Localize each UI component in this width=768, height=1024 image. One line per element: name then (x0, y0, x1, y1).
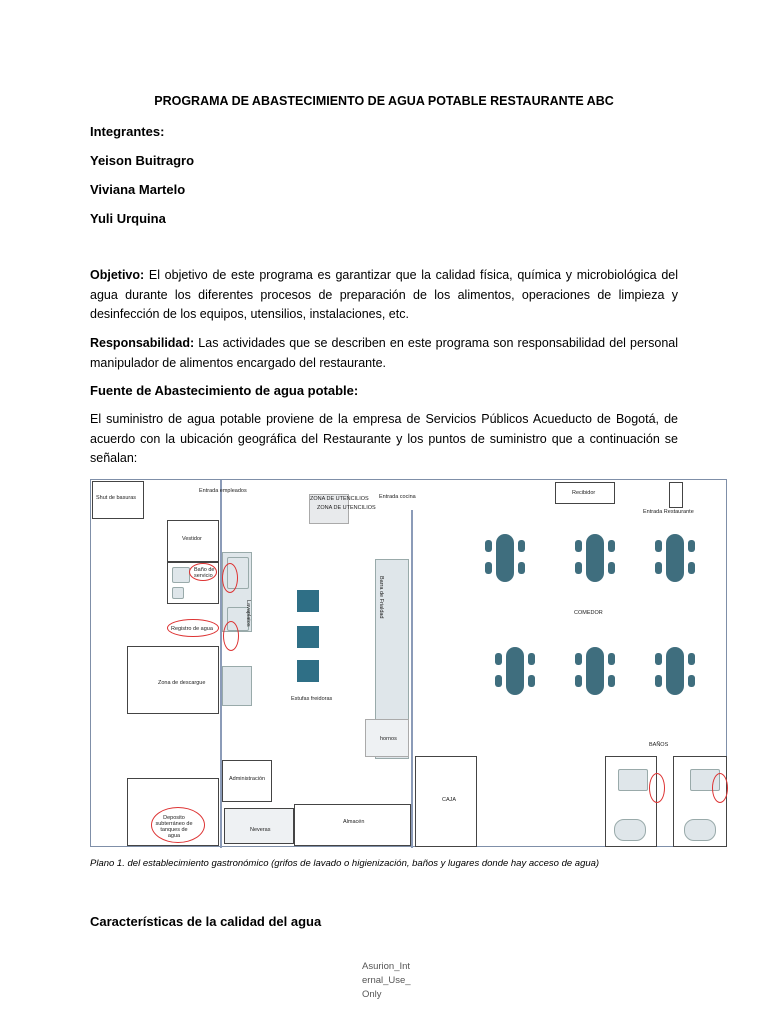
dining-table (565, 528, 625, 588)
estufas-label: Estufas freidoras (291, 696, 333, 702)
chair (495, 653, 502, 665)
objective-paragraph (90, 266, 678, 325)
chair (575, 562, 582, 574)
source-heading: Fuente de Abastecimiento de agua potable: (90, 383, 359, 398)
member-1: Yeison Buitragro (90, 153, 195, 168)
responsibility-label: Responsabilidad: (90, 336, 195, 350)
bano-servicio-label: Baño de servicio (194, 567, 215, 579)
table-top (496, 534, 514, 582)
stove-icon (297, 660, 319, 682)
chair (495, 675, 502, 687)
hornos-label: hornos (380, 736, 397, 742)
zona-utensilios-label-2: ZONA DE UTENCILIOS (317, 505, 376, 511)
objective-text: El objetivo de este programa es garantizar que la calidad física, química y microbiológica del agua durante los diferentes procesos de preparación de los alimentos, operaciones de limpieza y desinfección de los equipos, utensilios, instalaciones, etc. (90, 268, 678, 321)
sink-icon (172, 587, 184, 599)
responsibility-text: Las actividades que se describen en este programa son responsabilidad del personal manipulador de alimentos encargado del restaurante. (90, 336, 678, 370)
dining-table (645, 641, 705, 701)
recibidor-box (555, 482, 615, 504)
chair (608, 653, 615, 665)
water-point-marker (712, 773, 728, 803)
objective-label: Objetivo: (90, 268, 145, 282)
entrada-restaurante-label: Entrada Restaurante (643, 509, 694, 515)
chair (485, 562, 492, 574)
chair (575, 653, 582, 665)
chair (528, 653, 535, 665)
administracion-box (222, 760, 272, 802)
toilet-icon (614, 819, 646, 841)
shut-basuras-label: Shut de basuras (96, 495, 137, 501)
water-point-marker (151, 807, 205, 843)
door-icon (669, 482, 683, 508)
chair (655, 562, 662, 574)
table-top (586, 534, 604, 582)
caja-box (415, 756, 477, 847)
chair (688, 653, 695, 665)
dining-table (645, 528, 705, 588)
registro-agua-label: Registro de agua (171, 626, 213, 632)
responsibility-paragraph (90, 334, 678, 373)
kitchen-wall-right (411, 510, 413, 848)
water-point-marker (649, 773, 665, 803)
chair (575, 540, 582, 552)
quality-heading: Características de la calidad del agua (90, 914, 322, 929)
entrada-empleados-label: Entrada empleados (199, 488, 247, 494)
chair (688, 675, 695, 687)
chair (608, 675, 615, 687)
chair (518, 540, 525, 552)
neveras-label: Neveras (250, 827, 271, 833)
neveras-box (224, 808, 294, 844)
shut-basuras-box (92, 481, 144, 519)
chair (655, 653, 662, 665)
water-point-marker (189, 563, 217, 581)
dining-table (565, 641, 625, 701)
zona-descargue-box (127, 646, 219, 714)
zona-utensilios-label-1: ZONA DE UTENCILIOS (310, 496, 369, 502)
members-label: Integrantes: (90, 124, 165, 139)
vestidor-box (167, 520, 219, 562)
bano-1-box (605, 756, 657, 847)
table-top (506, 647, 524, 695)
chair (655, 675, 662, 687)
zona-descargue-label: Zona de descargue (158, 680, 206, 686)
prep-counter (222, 666, 252, 706)
hornos-box (365, 719, 409, 757)
chair (485, 540, 492, 552)
dining-table (485, 641, 545, 701)
dining-table (475, 528, 535, 588)
administracion-label: Administración (229, 776, 266, 782)
recibidor-label: Recibidor (572, 490, 596, 496)
barra-frialdad-label: Barra de Frialdad (378, 576, 384, 619)
entrada-cocina-label: Entrada cocina (379, 494, 416, 500)
document-title: PROGRAMA DE ABASTECIMIENTO DE AGUA POTABLE RESTAURANTE ABC (154, 94, 614, 108)
caja-label: CAJA (442, 797, 457, 803)
vestidor-label: Vestidor (182, 536, 202, 542)
chair (655, 540, 662, 552)
member-3: Yuli Urquina (90, 211, 166, 226)
floor-plan (90, 479, 727, 847)
comedor-label: COMEDOR (574, 610, 603, 616)
stove-icon (297, 590, 319, 612)
source-paragraph: El suministro de agua potable proviene de la empresa de Servicios Públicos Acueducto de Bogotá, de acuerdo con la ubicación geográfica del Restaurante y los puntos de suministro que a continuación se señalan: (90, 412, 678, 465)
chair (688, 540, 695, 552)
deposito-label: Deposito subterráneo de tanques de agua (155, 815, 193, 839)
footer-label: Asurion_Internal_Use_Only (362, 961, 411, 1000)
stove-icon (297, 626, 319, 648)
water-point-marker (167, 619, 219, 637)
chair (608, 562, 615, 574)
almacen-box (294, 804, 411, 846)
toilet-icon (172, 567, 190, 583)
toilet-icon (684, 819, 716, 841)
chair (688, 562, 695, 574)
table-top (586, 647, 604, 695)
chair (575, 675, 582, 687)
banos-label: BAÑOS (649, 742, 669, 748)
lavaplatos-label: Lavaplatos (245, 600, 251, 627)
chair (528, 675, 535, 687)
water-point-marker (222, 563, 238, 593)
chair (518, 562, 525, 574)
table-top (666, 534, 684, 582)
water-point-marker (223, 621, 239, 651)
table-top (666, 647, 684, 695)
plan-caption: Plano 1. del establecimiento gastronómico (grifos de lavado o higienización, baños y lugares donde hay acceso de agua) (90, 858, 600, 869)
member-2: Viviana Martelo (90, 182, 186, 197)
almacen-label: Almacén (343, 819, 365, 825)
chair (608, 540, 615, 552)
sink-icon (618, 769, 648, 791)
